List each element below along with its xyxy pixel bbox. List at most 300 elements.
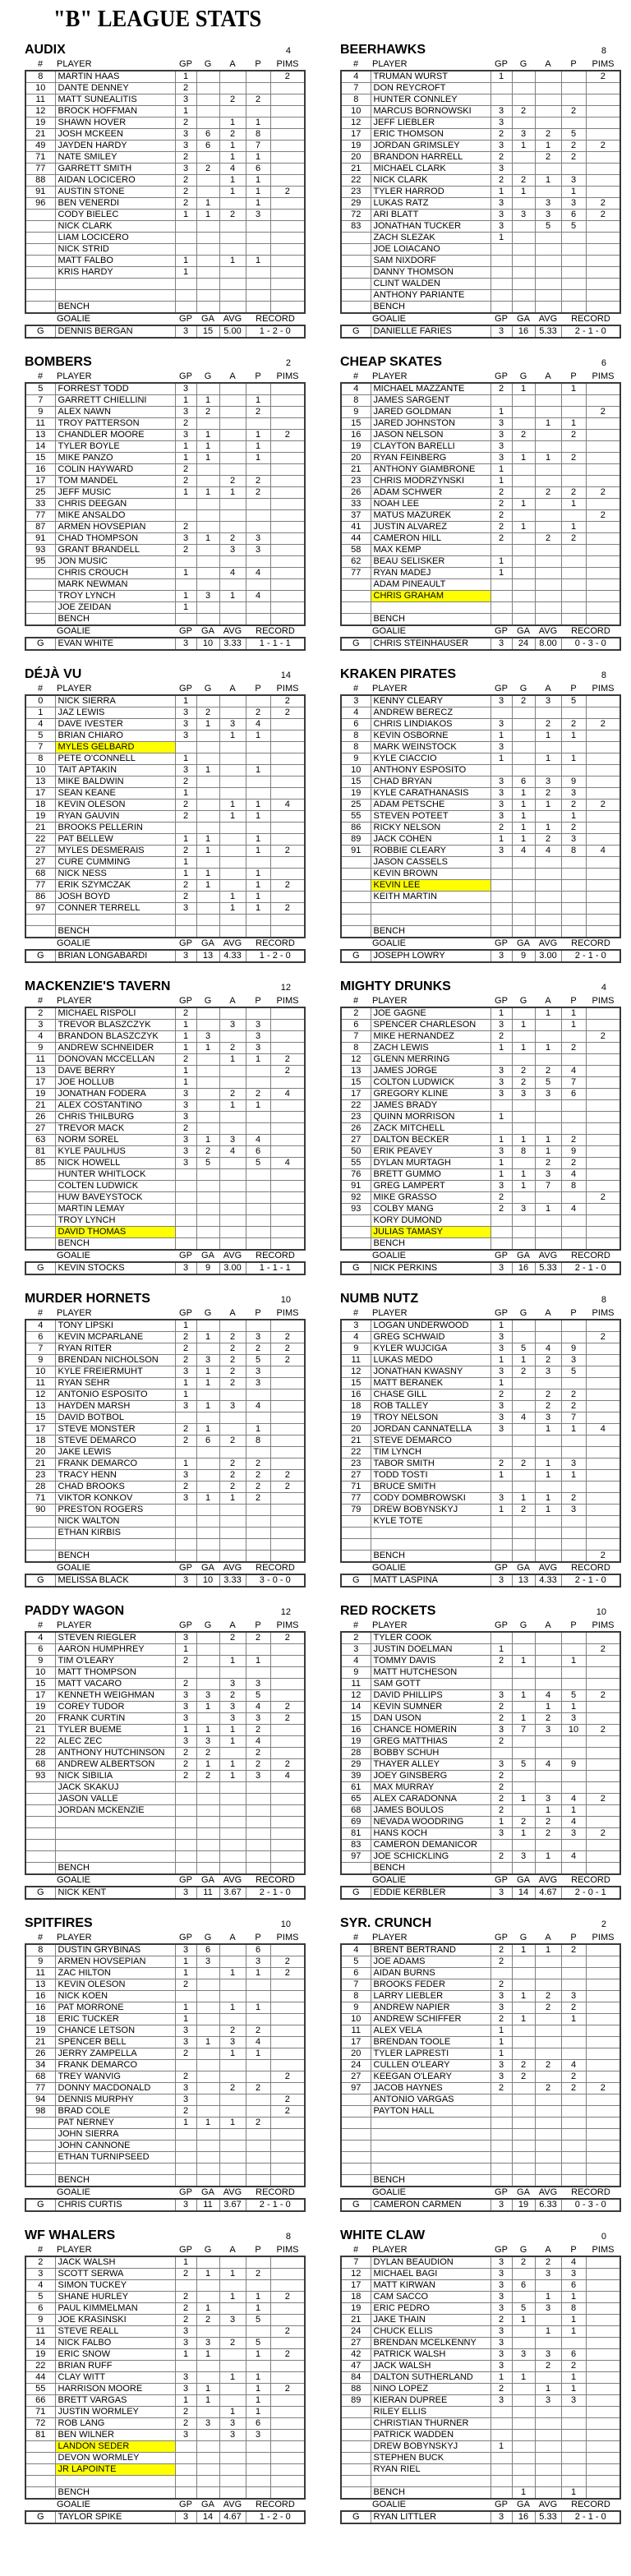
player-name-cell: ERIK PEAVEY: [371, 1146, 491, 1158]
stat-g-cell: [512, 1679, 535, 1690]
player-name-cell: JONATHAN KWASNY: [371, 1366, 491, 1378]
stat-p-cell: 1: [561, 383, 586, 395]
stat-g-cell: 3: [512, 129, 535, 141]
stat-gp-cell: 3: [491, 198, 512, 210]
stat-gp-cell: 3: [175, 1401, 196, 1412]
player-row: [341, 1840, 620, 1851]
goalie-ga-cell: 19: [512, 2199, 535, 2211]
player-number-cell: [25, 2175, 55, 2187]
stat-a-cell: [219, 1123, 246, 1135]
stat-g-cell: 1: [512, 2487, 535, 2500]
column-header-row: [25, 371, 305, 383]
player-name-cell: JOE SCHICKLING: [371, 1851, 491, 1863]
player-row: [25, 533, 305, 545]
stat-gp-cell: 1: [175, 2014, 196, 2025]
stat-a-cell: 4: [535, 846, 561, 857]
col-p: P: [570, 1933, 577, 1942]
goalie-ga-cell: 13: [512, 1574, 535, 1587]
player-row: [25, 152, 305, 164]
player-name-cell: JACK WALSH: [371, 2361, 491, 2372]
stat-gp-cell: 3: [175, 141, 196, 152]
player-number-cell: 33: [25, 499, 55, 510]
goalie-header-row: [25, 625, 305, 638]
stat-p-cell: [246, 1539, 270, 1551]
stat-p-cell: [246, 2487, 270, 2500]
stat-p-cell: [246, 2060, 270, 2071]
stat-pims-cell: [270, 1169, 305, 1181]
player-number-cell: [25, 1794, 55, 1805]
stat-pims-cell: [586, 83, 620, 94]
player-number-cell: [25, 1192, 55, 1204]
stat-gp-cell: 3: [491, 2303, 512, 2315]
player-number-cell: 12: [341, 1366, 371, 1378]
player-name-cell: ANDREW SCHIFFER: [371, 2014, 491, 2025]
stat-g-cell: [196, 1482, 219, 1493]
stat-a-cell: [535, 2418, 561, 2430]
col-p: P: [570, 59, 577, 69]
stat-p-cell: 1: [246, 1054, 270, 1066]
goalie-avg-cell: 4.33: [219, 950, 246, 962]
col-player: PLAYER: [372, 1620, 408, 1630]
player-row: [25, 1690, 305, 1702]
stat-p-cell: 1: [561, 522, 586, 533]
stat-pims-cell: [586, 1181, 620, 1192]
stat-p-cell: [561, 2418, 586, 2430]
team-name: WF WHALERS: [25, 2228, 116, 2242]
player-row: [341, 175, 620, 187]
stat-a-cell: [219, 2152, 246, 2164]
player-name-cell: BRENDAN TOOLE: [371, 2037, 491, 2048]
player-number-cell: 21: [25, 1459, 55, 1470]
player-number-cell: [341, 2464, 371, 2476]
player-row: [341, 2152, 620, 2164]
player-name-cell: JORDAN MCKENZIE: [55, 1805, 175, 1817]
stat-p-cell: 1: [561, 2014, 586, 2025]
stat-p-cell: [246, 1991, 270, 2002]
player-number-cell: [341, 1539, 371, 1551]
stat-pims-cell: [270, 1516, 305, 1528]
player-row: [341, 2292, 620, 2303]
stat-g-cell: 1: [512, 1690, 535, 1702]
stat-p-cell: 2: [246, 1089, 270, 1100]
stat-p-cell: [246, 1667, 270, 1679]
stat-pims-cell: [270, 164, 305, 175]
player-number-cell: [25, 602, 55, 614]
player-name-cell: ANTHONY ESPOSITO: [371, 765, 491, 776]
stat-pims-cell: 2: [586, 1644, 620, 1656]
stat-g-cell: [512, 2083, 535, 2094]
player-row: [25, 2441, 305, 2453]
stat-p-cell: 2: [561, 533, 586, 545]
stat-a-cell: [535, 395, 561, 407]
stat-gp-cell: [491, 915, 512, 926]
stat-g-cell: [196, 522, 219, 533]
stat-g-cell: [512, 464, 535, 476]
stat-gp-cell: 1: [175, 106, 196, 118]
stat-a-cell: [219, 915, 246, 926]
stat-g-cell: [512, 2384, 535, 2395]
goalie-col-gp: GP: [179, 314, 192, 324]
player-row: [341, 834, 620, 846]
player-row: [341, 1459, 620, 1470]
stat-pims-cell: [270, 83, 305, 94]
goalie-label: GOALIE: [372, 626, 406, 636]
player-row: [25, 1817, 305, 1828]
team-kraken-pirates: [340, 667, 619, 963]
stat-a-cell: [219, 846, 246, 857]
player-name-cell: AUSTIN STONE: [55, 187, 175, 198]
stat-pims-cell: [270, 487, 305, 499]
player-name-cell: [55, 2476, 175, 2487]
col-p: P: [570, 684, 577, 694]
stat-g-cell: [512, 545, 535, 556]
stat-p-cell: [246, 1112, 270, 1123]
stat-g-cell: [196, 1713, 219, 1725]
stat-a-cell: [535, 2025, 561, 2037]
stat-g-cell: [196, 602, 219, 614]
stat-p-cell: [561, 83, 586, 94]
stat-pims-cell: [586, 1020, 620, 1031]
stat-g-cell: [512, 1227, 535, 1238]
stat-g-cell: [196, 1412, 219, 1424]
player-number-cell: 77: [341, 568, 371, 579]
stat-g-cell: [512, 279, 535, 290]
stat-gp-cell: 3: [491, 210, 512, 221]
player-name-cell: BRIAN RUFF: [55, 2361, 175, 2372]
col-player: PLAYER: [57, 59, 92, 69]
stat-gp-cell: 3: [175, 1146, 196, 1158]
player-row: [25, 1135, 305, 1146]
player-name-cell: [371, 2129, 491, 2141]
stat-pims-cell: [270, 1679, 305, 1690]
stat-pims-cell: [586, 2164, 620, 2175]
stat-a-cell: [535, 1840, 561, 1851]
player-name-cell: [55, 279, 175, 290]
team-header: [340, 667, 619, 682]
stat-gp-cell: 1: [175, 1043, 196, 1054]
stat-a-cell: [219, 244, 246, 256]
player-name-cell: KYLE PAULHUS: [55, 1146, 175, 1158]
player-number-cell: 9: [25, 2315, 55, 2326]
team-cheap-skates: [340, 355, 619, 651]
player-number-cell: 25: [25, 487, 55, 499]
player-name-cell: TODD TOSTI: [371, 1470, 491, 1482]
goalie-header-row: [25, 1562, 305, 1574]
player-name-cell: PAUL KIMMELMAN: [55, 2303, 175, 2315]
col-gp: GP: [495, 1933, 508, 1942]
player-number-cell: [25, 267, 55, 279]
stat-gp-cell: 1: [491, 71, 512, 83]
stat-gp-cell: [491, 290, 512, 302]
stat-a-cell: 3: [535, 1366, 561, 1378]
stat-pims-cell: 2: [586, 210, 620, 221]
player-row: [341, 152, 620, 164]
stat-pims-cell: 2: [586, 1192, 620, 1204]
goalie-row: [341, 325, 620, 338]
stat-a-cell: 2: [535, 1828, 561, 1840]
stat-pims-cell: [270, 579, 305, 591]
stat-pims-cell: [270, 1077, 305, 1089]
stat-gp-cell: 2: [175, 1679, 196, 1690]
stat-pims-cell: [586, 2453, 620, 2464]
team-header: [340, 355, 619, 370]
player-name-cell: KIERAN DUPREE: [371, 2395, 491, 2407]
stat-gp-cell: [491, 2407, 512, 2418]
stat-gp-cell: [175, 2464, 196, 2476]
goalie-label: GOALIE: [57, 2187, 90, 2197]
stat-pims-cell: 2: [270, 2326, 305, 2338]
player-number-cell: 5: [25, 2292, 55, 2303]
stat-p-cell: [561, 395, 586, 407]
goalie-col-ga: GA: [201, 314, 214, 324]
stat-gp-cell: 3: [491, 742, 512, 753]
stat-a-cell: [535, 2315, 561, 2326]
col-pims: PIMS: [276, 371, 299, 381]
player-number-cell: 12: [341, 1690, 371, 1702]
player-name-cell: CHUCK ELLIS: [371, 2326, 491, 2338]
stat-g-cell: [196, 1979, 219, 1991]
goalie-ga-cell: 13: [196, 950, 219, 962]
player-number-cell: 11: [341, 1679, 371, 1690]
goalie-row: [25, 1262, 305, 1274]
col-player: PLAYER: [372, 1933, 408, 1942]
player-number-cell: [25, 2464, 55, 2476]
col-a: A: [545, 1933, 551, 1942]
player-row: [25, 765, 305, 776]
goalie-gp-cell: 3: [491, 325, 512, 338]
stat-gp-cell: 3: [175, 1493, 196, 1505]
player-name-cell: DREW BOBYNSKYJ: [371, 1505, 491, 1516]
player-number-cell: 17: [25, 476, 55, 487]
stat-g-cell: 1: [512, 1135, 535, 1146]
stat-a-cell: [219, 2476, 246, 2487]
stat-p-cell: [561, 71, 586, 83]
stat-g-cell: [512, 2164, 535, 2175]
stat-p-cell: [561, 1863, 586, 1875]
goalie-position-cell: G: [25, 1574, 55, 1587]
player-name-cell: PETE O'CONNELL: [55, 753, 175, 765]
player-number-cell: 17: [25, 788, 55, 800]
stat-g-cell: [196, 2464, 219, 2476]
stat-p-cell: [246, 602, 270, 614]
stat-p-cell: 3: [246, 1378, 270, 1389]
player-row: [341, 1991, 620, 2002]
stat-g-cell: [512, 1748, 535, 1759]
stat-a-cell: [535, 1528, 561, 1539]
stat-a-cell: 1: [535, 1470, 561, 1482]
stat-a-cell: [535, 279, 561, 290]
stat-pims-cell: [586, 1320, 620, 1332]
stat-p-cell: 1: [561, 811, 586, 823]
stat-p-cell: 8: [561, 846, 586, 857]
goalie-header-row: [25, 1874, 305, 1887]
player-name-cell: TAIT APTAKIN: [55, 765, 175, 776]
player-row: [25, 880, 305, 892]
stat-a-cell: 2: [535, 1158, 561, 1169]
player-name-cell: [55, 1817, 175, 1828]
bench-label-cell: BENCH: [371, 1238, 491, 1251]
stat-p-cell: [561, 579, 586, 591]
player-name-cell: CLAYTON BARELLI: [371, 441, 491, 453]
player-number-cell: 10: [25, 1667, 55, 1679]
stat-g-cell: 1: [196, 1332, 219, 1343]
player-row: [25, 857, 305, 869]
player-row: [25, 106, 305, 118]
player-row: [25, 141, 305, 152]
stat-g-cell: [512, 1192, 535, 1204]
team-beerhawks: [340, 43, 619, 339]
player-number-cell: 8: [341, 742, 371, 753]
player-name-cell: DON REYCROFT: [371, 83, 491, 94]
team-header: [25, 43, 304, 58]
player-row: [341, 1169, 620, 1181]
player-name-cell: KYLE CIACCIO: [371, 753, 491, 765]
stat-g-cell: [196, 2060, 219, 2071]
stat-g-cell: 1: [196, 1759, 219, 1771]
goalie-col-gp: GP: [495, 314, 508, 324]
col-p: P: [570, 371, 577, 381]
goalie-col-gp: GP: [179, 1251, 192, 1260]
stat-gp-cell: [491, 244, 512, 256]
player-row: [341, 2349, 620, 2361]
stat-g-cell: [512, 2025, 535, 2037]
player-number-cell: [25, 1528, 55, 1539]
player-name-cell: MATT KIRWAN: [371, 2280, 491, 2292]
stat-gp-cell: 1: [175, 2256, 196, 2269]
player-row: [25, 1794, 305, 1805]
player-row: [341, 1979, 620, 1991]
stat-a-cell: [219, 1516, 246, 1528]
stat-pims-cell: [270, 476, 305, 487]
player-name-cell: LIAM LOCICERO: [55, 233, 175, 244]
player-number-cell: 15: [25, 453, 55, 464]
bench-label-cell: BENCH: [371, 2175, 491, 2187]
stat-g-cell: [196, 71, 219, 83]
stat-g-cell: 6: [196, 141, 219, 152]
player-name-cell: JASON CASSELS: [371, 857, 491, 869]
stat-a-cell: [219, 522, 246, 533]
player-number-cell: 4: [341, 1332, 371, 1343]
stat-pims-cell: [270, 1794, 305, 1805]
goalie-col-avg: AVG: [538, 938, 558, 948]
stat-a-cell: [535, 267, 561, 279]
player-row: [25, 71, 305, 83]
stat-a-cell: [535, 2037, 561, 2048]
stat-p-cell: [561, 2037, 586, 2048]
stat-p-cell: [561, 94, 586, 106]
col-pims: PIMS: [592, 684, 615, 694]
stat-p-cell: [561, 2453, 586, 2464]
stat-p-cell: 1: [561, 1424, 586, 1435]
stat-a-cell: 4: [535, 1690, 561, 1702]
stat-p-cell: [246, 1528, 270, 1539]
team-header: [25, 979, 304, 994]
player-row: [341, 1424, 620, 1435]
stat-pims-cell: [270, 2025, 305, 2037]
stat-a-cell: [219, 2441, 246, 2453]
player-number-cell: 19: [341, 1412, 371, 1424]
player-name-cell: CODY BIELEC: [55, 210, 175, 221]
player-number-cell: 4: [341, 71, 371, 83]
stat-pims-cell: 2: [270, 1482, 305, 1493]
stat-pims-cell: 2: [270, 2349, 305, 2361]
stat-pims-cell: [270, 1020, 305, 1031]
stat-p-cell: 2: [246, 2269, 270, 2280]
player-number-cell: 7: [341, 1979, 371, 1991]
stat-a-cell: 3: [535, 2349, 561, 2361]
stat-a-cell: 1: [219, 187, 246, 198]
player-row: [341, 2476, 620, 2487]
player-row: [341, 2395, 620, 2407]
stat-p-cell: 8: [561, 1181, 586, 1192]
stat-g-cell: 1: [512, 811, 535, 823]
stat-p-cell: 3: [246, 1332, 270, 1343]
stat-gp-cell: 1: [175, 1968, 196, 1979]
stat-g-cell: [196, 2453, 219, 2464]
player-number-cell: 8: [25, 753, 55, 765]
stat-pims-cell: [586, 1043, 620, 1054]
stat-g-cell: [512, 1771, 535, 1782]
player-name-cell: [371, 1528, 491, 1539]
player-name-cell: GARRETT SMITH: [55, 164, 175, 175]
col-pims: PIMS: [276, 1308, 299, 1318]
goalie-gp-cell: 3: [491, 1887, 512, 1899]
bench-label-cell: BENCH: [371, 926, 491, 938]
stat-pims-cell: [270, 568, 305, 579]
player-name-cell: ZACH SLEZAK: [371, 233, 491, 244]
player-number-cell: [341, 1528, 371, 1539]
stat-p-cell: [561, 290, 586, 302]
player-name-cell: [371, 2476, 491, 2487]
stat-pims-cell: 2: [270, 2292, 305, 2303]
stat-a-cell: [219, 857, 246, 869]
stat-a-cell: [219, 765, 246, 776]
stat-g-cell: [196, 742, 219, 753]
stat-pims-cell: [586, 2129, 620, 2141]
stat-pims-cell: [270, 1644, 305, 1656]
stat-g-cell: 1: [196, 2303, 219, 2315]
player-number-cell: 21: [25, 823, 55, 834]
player-row: [341, 1539, 620, 1551]
team-name: RED ROCKETS: [340, 1604, 436, 1618]
stat-a-cell: [535, 2453, 561, 2464]
team-header: [340, 1292, 619, 1306]
player-name-cell: TROY PATTERSON: [55, 418, 175, 430]
stat-p-cell: [246, 1320, 270, 1332]
player-name-cell: DREW BOBYNSKYJ: [371, 2441, 491, 2453]
stat-g-cell: 2: [196, 707, 219, 719]
col-number: #: [352, 1308, 359, 1318]
player-row: [25, 83, 305, 94]
player-row: [25, 846, 305, 857]
goalie-record-cell: 1 - 1 - 1: [246, 1262, 305, 1274]
stat-gp-cell: [491, 1679, 512, 1690]
player-number-cell: 15: [25, 1679, 55, 1690]
player-number-cell: [25, 2453, 55, 2464]
bench-label-cell: BENCH: [371, 1551, 491, 1563]
stat-pims-cell: [270, 267, 305, 279]
stat-pims-cell: 2: [270, 695, 305, 707]
player-number-cell: 19: [341, 1736, 371, 1748]
stat-pims-cell: [586, 2476, 620, 2487]
player-name-cell: BEAU SELISKER: [371, 556, 491, 568]
stat-gp-cell: 2: [175, 1424, 196, 1435]
stat-p-cell: [561, 869, 586, 880]
stat-gp-cell: 1: [175, 395, 196, 407]
stat-a-cell: [219, 453, 246, 464]
stat-pims-cell: [586, 441, 620, 453]
player-row: [341, 1320, 620, 1332]
